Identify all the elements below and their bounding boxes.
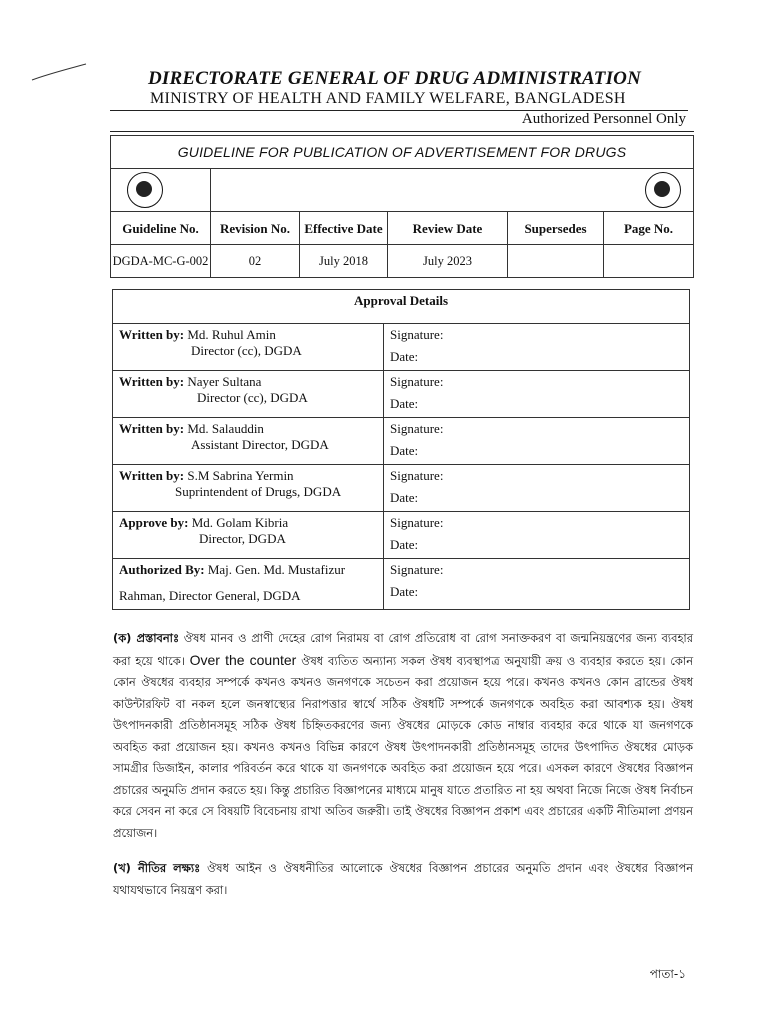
signature-label: Signature: — [390, 515, 444, 530]
org-title: DIRECTORATE GENERAL OF DRUG ADMINISTRATION — [148, 68, 642, 89]
approval-details-table — [112, 289, 690, 610]
val-page-no — [604, 245, 694, 278]
approval-row — [113, 418, 690, 465]
approval-role: Written by: — [119, 327, 185, 342]
approval-role: Approve by: — [119, 515, 189, 530]
introduction-paragraph — [113, 628, 693, 844]
signature-label: Signature: — [390, 327, 444, 342]
approval-name: S.M Sabrina Yermin — [187, 468, 294, 483]
signature-label: Signature: — [390, 562, 444, 577]
para-text-latin: Over the counter — [189, 651, 297, 668]
val-revision-no: 02 — [211, 245, 300, 278]
objective-paragraph — [113, 858, 693, 901]
col-supersedes: Supersedes — [508, 212, 604, 245]
page-number: পাতা-১ — [649, 967, 686, 981]
col-effective-date: Effective Date — [300, 212, 388, 245]
approval-row — [113, 465, 690, 512]
val-supersedes — [508, 245, 604, 278]
approval-designation: Suprintendent of Drugs, DGDA — [175, 484, 342, 499]
govt-logo-cell — [111, 169, 211, 212]
ministry-name: MINISTRY OF HEALTH AND FAMILY WELFARE, BANGLADESH — [150, 90, 626, 107]
para-text: ঔষধ ব্যতিত অন্যান্য সকল ঔষধ ব্যবস্থাপত্র অনুযায়ী ক্রয় ও ব্যবহার করতে হয়। কোন কোন ঔষধের ব্যবহার সম্পর্কে কখনও কখনও জনগণকে সচেতন করা প্রয়োজন হয়ে পরে। কখনও কখনও কোন ব্রান্ডের ঔষধ কাউন্টারফিট বা নকল হলে জনস্বাস্থ্যের নিরাপত্তার স্বার্থে সঠিক ঔষধটি সম্পর্কে জনগণকে অবহিত করা আবশ্যক হয়। ঔষধ উৎপাদনকারী প্রতিষ্ঠানসমূহ সঠিক ঔষধ চিহ্নিতকরণের জন্য ঔষধের মোড়কে কোড নাম্বার ব্যবহার করে থাকে যা জনগণকে অবহিত করা প্রয়োজন হয়। কখনও কখনও বিভিন্ন কারণে ঔষধ উৎপাদনকারী প্রতিষ্ঠানসমূহ তাদের উৎপাদিত ঔষধের মোড়ক সামগ্রীর ডিজাইন, কালার পরিবর্তন করে থাকে যা জনগণকে অবহিত করা প্রয়োজন হয়ে পরে। এসকল কারণে ঔষধের বিজ্ঞাপন প্রচারের অনুমতি প্রদান করতে হয়। কিন্তু প্রচারিত বিজ্ঞাপনের মাধ্যমে মানুষ যাতে প্রতারিত না হয় অথবা নিজে নিজে ঔষধ নির্বাচন করে সেবন না করে সে বিষয়টি বিবেচনায় রাখা অতিব জরুরী। তাই ঔষধের বিজ্ঞাপন প্রকাশ এবং প্রচারের একটি নীতিমালা প্রণয়ন প্রয়োজন। — [113, 653, 693, 840]
para-label-intro: (ক) প্রস্তাবনাঃ — [113, 631, 180, 645]
guideline-info-table — [110, 135, 694, 278]
approval-role: Written by: — [119, 374, 185, 389]
date-label: Date: — [390, 349, 419, 364]
date-label: Date: — [390, 584, 419, 599]
approval-designation: Director (cc), DGDA — [191, 343, 302, 358]
approval-role: Written by: — [119, 421, 185, 436]
guideline-title: GUIDELINE FOR PUBLICATION OF ADVERTISEMENT FOR DRUGS — [111, 136, 694, 169]
para-text: ঔষধ মানব ও প্রাণী দেহের রোগ নিরাময় বা রোগ প্রতিরোধ বা রোগ সনাক্তকরণ বা জন্মনিয়ন্ত্রণের জন্য ব্যবহার করা হয়ে থাকে। — [113, 631, 693, 668]
val-review-date: July 2023 — [388, 245, 508, 278]
signature-label: Signature: — [390, 421, 444, 436]
col-revision-no: Revision No. — [211, 212, 300, 245]
val-effective-date: July 2018 — [300, 245, 388, 278]
date-label: Date: — [390, 443, 419, 458]
approval-role: Authorized By: — [119, 562, 205, 577]
approval-designation: Director (cc), DGDA — [197, 390, 308, 405]
val-guideline-no: DGDA-MC-G-002 — [111, 245, 211, 278]
approval-role: Written by: — [119, 468, 185, 483]
col-review-date: Review Date — [388, 212, 508, 245]
signature-label: Signature: — [390, 374, 444, 389]
govt-emblem-icon — [127, 172, 163, 208]
approval-name: Md. Ruhul Amin — [187, 327, 276, 342]
approval-name: Maj. Gen. Md. Mustafizur — [207, 562, 346, 577]
authorized-note: Authorized Personnel Only — [521, 111, 686, 127]
header-rule-lower — [110, 131, 694, 132]
approval-name: Nayer Sultana — [187, 374, 262, 389]
col-guideline-no: Guideline No. — [111, 212, 211, 245]
approval-designation: Assistant Director, DGDA — [191, 437, 329, 452]
para-text: ঔষধ আইন ও ঔষধনীতির আলোকে ঔষধের বিজ্ঞাপন প্রচারের অনুমতি প্রদান এবং ঔষধের বিজ্ঞাপন যথাযথভাবে নিয়ন্ত্রণ করা। — [113, 861, 693, 897]
dgda-seal-icon — [645, 172, 681, 208]
signature-label: Signature: — [390, 468, 444, 483]
date-label: Date: — [390, 490, 419, 505]
col-page-no: Page No. — [604, 212, 694, 245]
approval-row — [113, 559, 690, 610]
approval-name: Md. Salauddin — [187, 421, 264, 436]
approval-name: Md. Golam Kibria — [191, 515, 289, 530]
dgda-logo-cell — [211, 169, 694, 212]
approval-heading: Approval Details — [113, 290, 690, 324]
approval-row — [113, 324, 690, 371]
date-label: Date: — [390, 537, 419, 552]
approval-designation: Rahman, Director General, DGDA — [119, 588, 301, 603]
pen-mark-icon — [30, 62, 90, 84]
approval-row — [113, 512, 690, 559]
approval-row — [113, 371, 690, 418]
date-label: Date: — [390, 396, 419, 411]
para-label-objective: (খ) নীতির লক্ষ্যঃ — [113, 861, 201, 875]
approval-designation: Director, DGDA — [199, 531, 286, 546]
